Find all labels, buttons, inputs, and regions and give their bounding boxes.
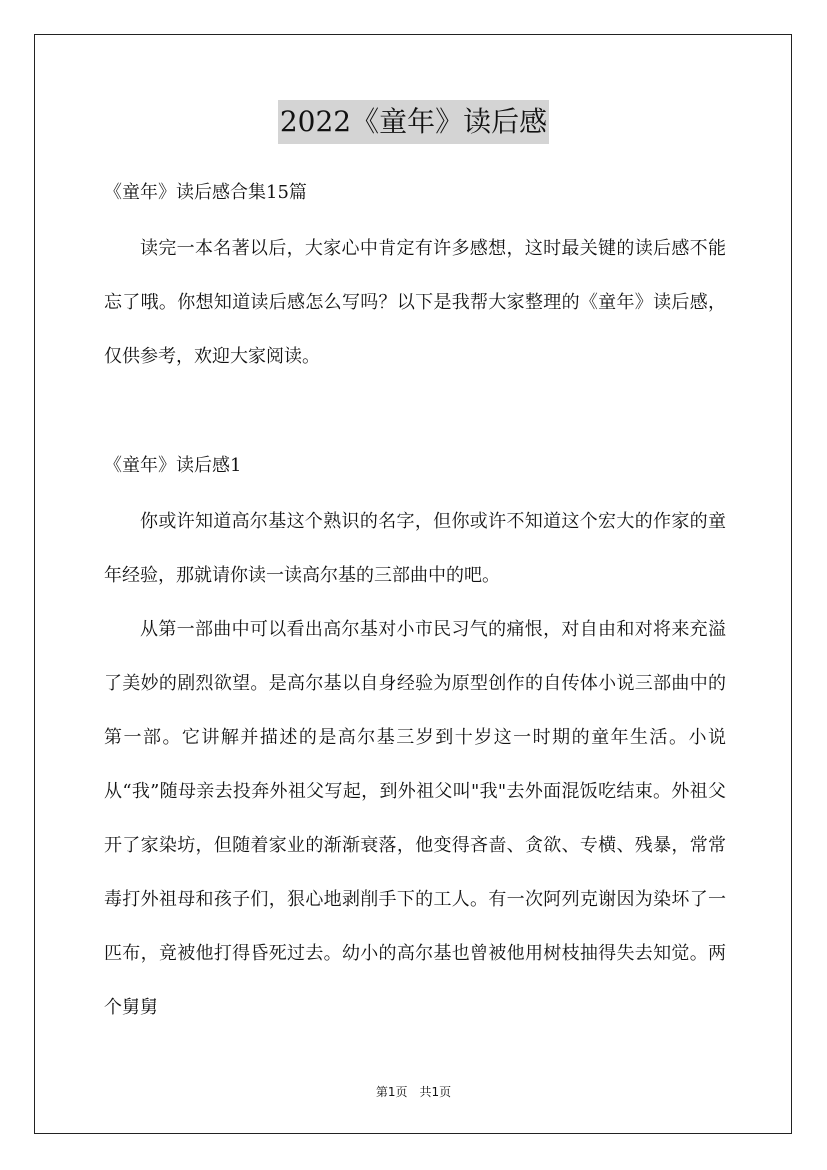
title-wrapper bbox=[0, 100, 827, 144]
body-paragraph-1: 你或许知道高尔基这个熟识的名字，但你或许不知道这个宏大的作家的童年经验，那就请你读一读高尔基的三部曲中的吧。 bbox=[104, 511, 726, 586]
document-title: 2022《童年》读后感 bbox=[278, 100, 549, 144]
intro-paragraph: 读完一本名著以后，大家心中肯定有许多感想，这时最关键的读后感不能忘了哦。你想知道读后感怎么写吗？以下是我帮大家整理的《童年》读后感，仅供参考，欢迎大家阅读。 bbox=[104, 238, 726, 367]
section-heading: 《童年》读后感1 bbox=[104, 455, 242, 476]
page-footer: 第1页 共1页 bbox=[375, 1085, 452, 1099]
document-subtitle: 《童年》读后感合集15篇 bbox=[104, 182, 307, 203]
body-paragraph-2: 从第一部曲中可以看出高尔基对小市民习气的痛恨，对自由和对将来充溢了美妙的剧烈欲望。是高尔基以自身经验为原型创作的自传体小说三部曲中的第一部。它讲解并描述的是高尔基三岁到十岁这一时期的童年生活。小说从“我”随母亲去投奔外祖父写起，到外祖父叫"我"去外面混饭吃结束。外祖父开了家染坊，但随着家业的渐渐衰落，他变得吝啬、贪欲、专横、残暴，常常毒打外祖母和孩子们，狠心地剥削手下的工人。有一次阿列克谢因为染坏了一匹布，竟被他打得昏死过去。幼小的高尔基也曾被他用树枝抽得失去知觉。两个舅舅 bbox=[104, 619, 726, 1018]
